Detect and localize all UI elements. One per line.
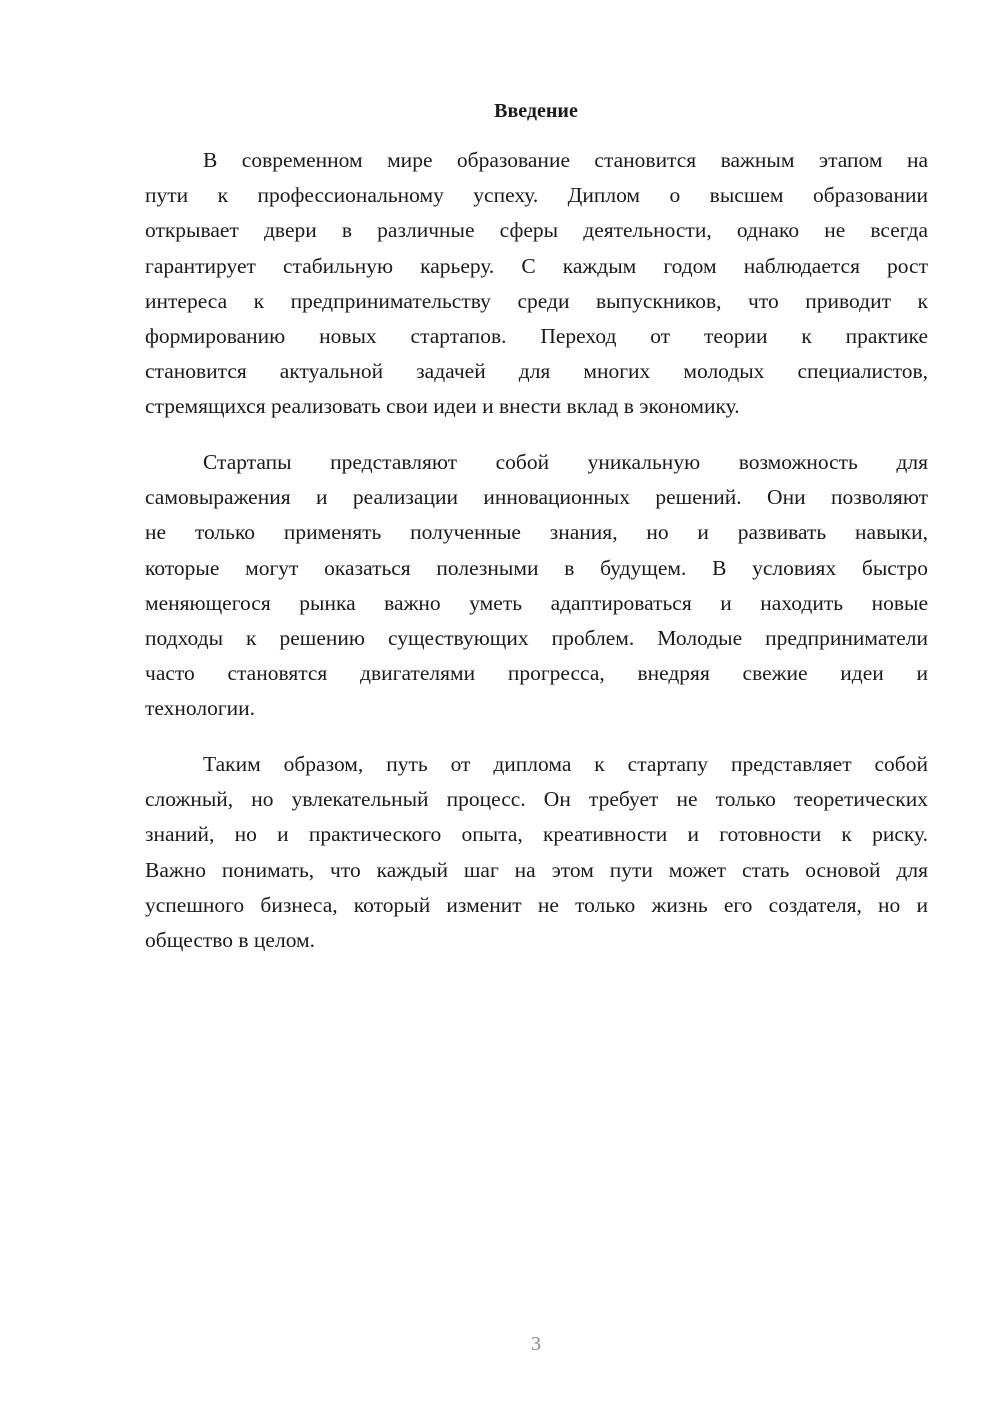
paragraph-1 bbox=[145, 143, 928, 425]
paragraph-line: общество в целом. bbox=[145, 927, 316, 952]
paragraph-line: Таким образом, путь от диплома к стартапу представляет собой bbox=[203, 752, 928, 776]
paragraph-line: меняющегося рынка важно уметь адаптироваться и находить новые bbox=[145, 590, 928, 615]
paragraph-line: гарантирует стабильную карьеру. С каждым годом наблюдается рост bbox=[145, 253, 928, 278]
paragraph-line: В современном мире образование становится важным этапом на bbox=[203, 148, 928, 172]
paragraph-line: стремящихся реализовать свои идеи и внести вклад в экономику. bbox=[145, 394, 740, 419]
paragraph-line: которые могут оказаться полезными в будущем. В условиях быстро bbox=[145, 555, 928, 580]
paragraph-line: становится актуальной задачей для многих молодых специалистов, bbox=[145, 359, 928, 384]
paragraph-line: Стартапы представляют собой уникальную возможность для bbox=[203, 450, 928, 474]
paragraph-line: Важно понимать, что каждый шаг на этом пути может стать основой для bbox=[145, 857, 928, 882]
paragraph-line: открывает двери в различные сферы деятельности, однако не всегда bbox=[145, 218, 928, 243]
paragraph-2 bbox=[145, 445, 928, 727]
paragraph-3 bbox=[145, 747, 928, 958]
paragraph-line: успешного бизнеса, который изменит не только жизнь его создателя, но и bbox=[145, 892, 928, 917]
paragraph-line: сложный, но увлекательный процесс. Он требует не только теоретических bbox=[145, 787, 928, 812]
paragraph-line: интереса к предпринимательству среди выпускников, что приводит к bbox=[145, 288, 928, 313]
paragraph-line: самовыражения и реализации инновационных решений. Они позволяют bbox=[145, 485, 928, 510]
paragraph-line: часто становятся двигателями прогресса, внедряя свежие идеи и bbox=[145, 661, 928, 686]
paragraph-line: технологии. bbox=[145, 696, 256, 721]
paragraph-line: не только применять полученные знания, но и развивать навыки, bbox=[145, 520, 928, 545]
paragraph-line: формированию новых стартапов. Переход от теории к практике bbox=[145, 323, 928, 348]
section-title: Введение bbox=[494, 100, 578, 122]
paragraph-line: пути к профессиональному успеху. Диплом о высшем образовании bbox=[145, 183, 928, 208]
paragraph-line: знаний, но и практического опыта, креативности и готовности к риску. bbox=[145, 822, 928, 847]
page-number: 3 bbox=[531, 1333, 541, 1355]
paragraph-line: подходы к решению существующих проблем. Молодые предприниматели bbox=[145, 625, 928, 650]
